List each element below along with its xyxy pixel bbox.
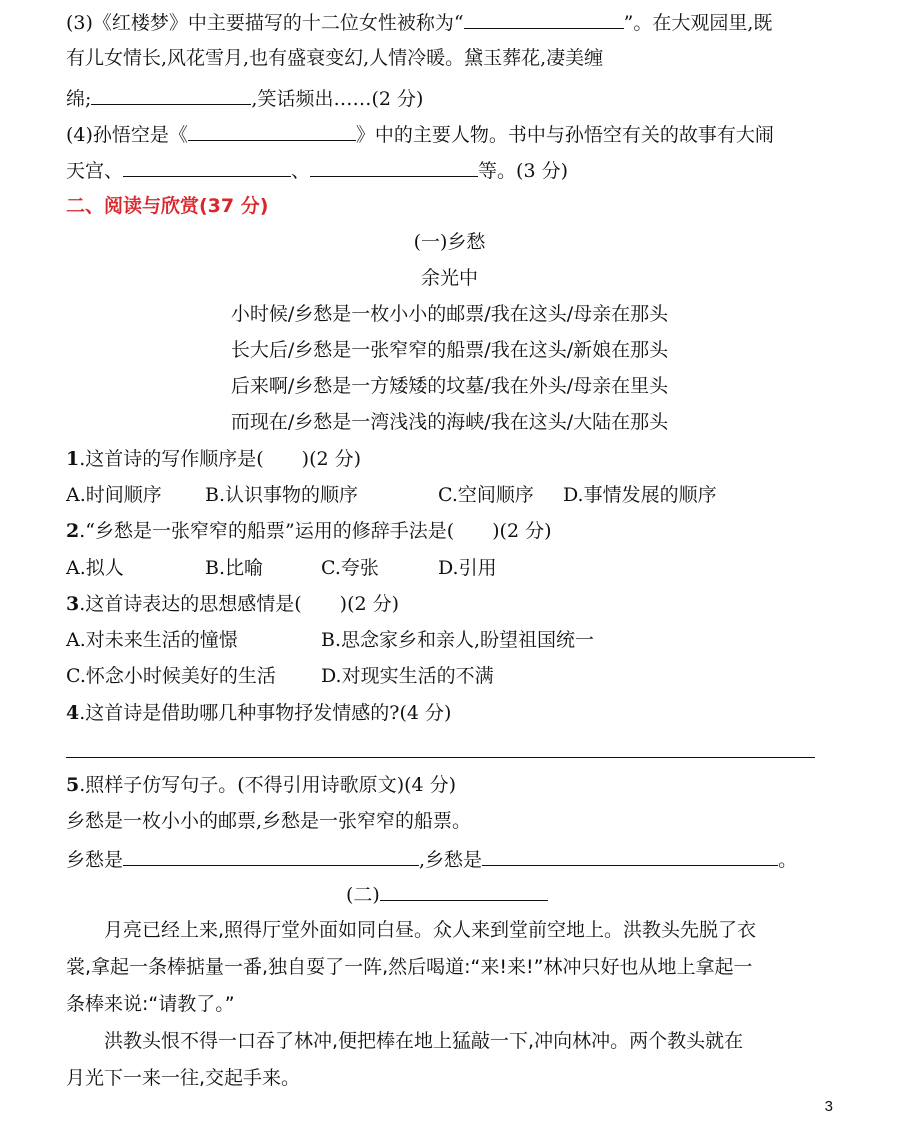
- option-b[interactable]: B.比喻: [205, 557, 264, 579]
- option-a[interactable]: A.拟人: [66, 557, 124, 579]
- section-heading: 二、阅读与欣赏(37 分): [66, 195, 269, 217]
- q3-line-3: [66, 84, 423, 112]
- option-c[interactable]: C.空间顺序: [438, 484, 534, 506]
- q3-text-c: 绵;: [66, 88, 92, 110]
- imitation-line: [66, 845, 797, 873]
- q4-text-b: 》中的主要人物。书中与孙悟空有关的故事有大闹: [355, 124, 774, 146]
- passage-title-blank[interactable]: [380, 880, 548, 901]
- passage-number: (二): [346, 884, 380, 906]
- page-number: 3: [824, 1098, 833, 1115]
- answer-line[interactable]: [66, 757, 815, 758]
- passage-line: 月光下一来一往,交起手来。: [66, 1067, 301, 1089]
- fill-blank-1[interactable]: [123, 845, 419, 866]
- q3-blank-2[interactable]: [91, 84, 251, 105]
- question-number: 4: [66, 702, 80, 724]
- question-text: .“乡愁是一张窄窄的船票”运用的修辞手法是( )(2 分): [79, 520, 552, 542]
- option-a[interactable]: A.对未来生活的憧憬: [66, 629, 238, 651]
- question-4: [66, 700, 451, 726]
- option-d[interactable]: D.对现实生活的不满: [321, 665, 494, 687]
- q4-blank-2[interactable]: [123, 156, 291, 177]
- poem-line: 长大后/乡愁是一张窄窄的船票/我在这头/新娘在那头: [230, 339, 669, 361]
- question-1: [66, 446, 361, 472]
- poem-author: 余光中: [420, 267, 478, 289]
- option-d[interactable]: D.事情发展的顺序: [563, 484, 717, 506]
- option-c[interactable]: C.怀念小时候美好的生活: [66, 665, 276, 687]
- q4-blank-3[interactable]: [310, 156, 478, 177]
- example-sentence: 乡愁是一枚小小的邮票,乡愁是一张窄窄的船票。: [66, 810, 472, 832]
- q4-text-a: (4)孙悟空是《: [66, 124, 188, 146]
- option-d[interactable]: D.引用: [438, 557, 497, 579]
- q4-blank-1[interactable]: [188, 120, 356, 141]
- fill-blank-2[interactable]: [482, 845, 778, 866]
- question-2: [66, 518, 551, 544]
- q3-line-2: 有儿女情长,风花雪月,也有盛衰变幻,人情冷暖。黛玉葬花,凄美缠: [66, 47, 604, 69]
- option-c[interactable]: C.夸张: [321, 557, 379, 579]
- question-number: 3: [66, 593, 80, 615]
- q3-text-b: ”。在大观园里,既: [623, 12, 773, 34]
- question-text: .这首诗表达的思想感情是( )(2 分): [79, 593, 400, 615]
- poem-line: 后来啊/乡愁是一方矮矮的坟墓/我在外头/母亲在里头: [230, 375, 669, 397]
- passage-line: 条棒来说:“请教了。”: [66, 993, 235, 1015]
- passage-heading: [346, 880, 548, 908]
- q3-text-a: (3)《红楼梦》中主要描写的十二位女性被称为“: [66, 12, 464, 34]
- passage-line: 月亮已经上来,照得厅堂外面如同白昼。众人来到堂前空地上。洪教头先脱了衣: [66, 919, 757, 941]
- option-a[interactable]: A.时间顺序: [66, 484, 162, 506]
- option-b[interactable]: B.认识事物的顺序: [205, 484, 359, 506]
- fill-text-c: 。: [778, 849, 798, 871]
- poem-line: 小时候/乡愁是一枚小小的邮票/我在这头/母亲在那头: [230, 303, 669, 325]
- poem-line: 而现在/乡愁是一湾浅浅的海峡/我在这头/大陆在那头: [230, 411, 669, 433]
- question-number: 1: [66, 448, 80, 470]
- question-number: 2: [66, 520, 80, 542]
- q4-text-c: 天宫、: [66, 160, 124, 182]
- q4-text-e: 等。(3 分): [478, 160, 568, 182]
- poem-title: (一)乡愁: [413, 231, 486, 253]
- q3-line-1: [66, 8, 772, 36]
- question-number: 5: [66, 774, 80, 796]
- question-3: [66, 591, 399, 617]
- question-text: .这首诗的写作顺序是( )(2 分): [79, 448, 362, 470]
- passage-line: 洪教头恨不得一口吞了林冲,便把棒在地上猛敲一下,冲向林冲。两个教头就在: [66, 1030, 744, 1052]
- q4-line-1: [66, 120, 774, 148]
- q3-text-d: ,笑话频出……(2 分): [251, 88, 424, 110]
- question-text: .照样子仿写句子。(不得引用诗歌原文)(4 分): [79, 774, 457, 796]
- passage-line: 裳,拿起一条棒掂量一番,独自耍了一阵,然后喝道:“来!来!”林冲只好也从地上拿起一: [66, 956, 753, 978]
- fill-text-b: ,乡愁是: [419, 849, 483, 871]
- q3-blank-1[interactable]: [464, 8, 624, 29]
- question-5: [66, 772, 456, 798]
- fill-text-a: 乡愁是: [66, 849, 124, 871]
- q4-text-d: 、: [291, 160, 311, 182]
- q4-line-2: [66, 156, 568, 184]
- question-text: .这首诗是借助哪几种事物抒发情感的?(4 分): [79, 702, 452, 724]
- option-b[interactable]: B.思念家乡和亲人,盼望祖国统一: [321, 629, 595, 651]
